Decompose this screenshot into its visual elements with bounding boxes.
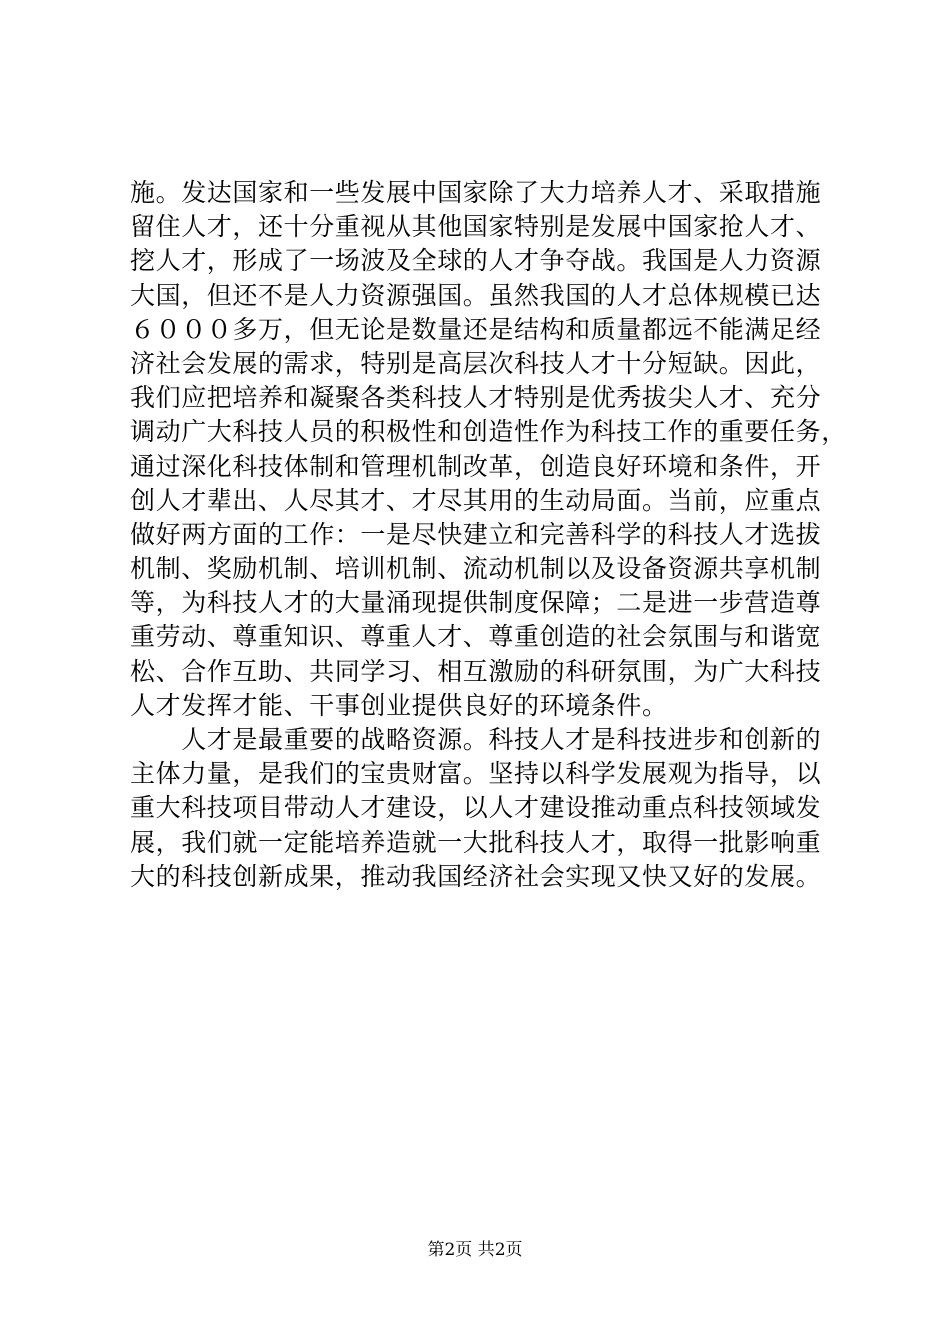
- body-text: [130, 176, 847, 894]
- text-line: 调动广大科技人员的积极性和创造性作为科技工作的重要任务，: [130, 417, 847, 447]
- text-line: 人才发挥才能、干事创业提供良好的环境条件。: [130, 690, 668, 720]
- text-line: 做好两方面的工作：一是尽快建立和完善科学的科技人才选拔: [130, 519, 822, 549]
- text-line: 挖人才，形成了一场波及全球的人才争夺战。我国是人力资源: [130, 246, 822, 276]
- text-line: 留住人才，还十分重视从其他国家特别是发展中国家抢人才、: [130, 212, 822, 242]
- page-footer: [0, 1238, 950, 1262]
- text-line: ６０００多万，但无论是数量还是结构和质量都远不能满足经: [130, 314, 822, 344]
- text-line: 大的科技创新成果，推动我国经济社会实现又快又好的发展。: [130, 861, 822, 891]
- text-line: 通过深化科技体制和管理机制改革，创造良好环境和条件，开: [130, 451, 822, 481]
- text-line: 重劳动、尊重知识、尊重人才、尊重创造的社会氛围与和谐宽: [130, 622, 822, 652]
- text-line: 重大科技项目带动人才建设，以人才建设推动重点科技领域发: [130, 793, 822, 823]
- text-line: 创人才辈出、人尽其才、才尽其用的生动局面。当前，应重点: [130, 485, 822, 515]
- text-line: 大国，但还不是人力资源强国。虽然我国的人才总体规模已达: [130, 280, 822, 310]
- text-line: 济社会发展的需求，特别是高层次科技人才十分短缺。因此，: [130, 348, 822, 378]
- text-line: 我们应把培养和凝聚各类科技人才特别是优秀拔尖人才、充分: [130, 383, 822, 413]
- page-number-label: 第2页 共2页: [427, 1240, 523, 1260]
- text-line: 主体力量，是我们的宝贵财富。坚持以科学发展观为指导，以: [130, 759, 822, 789]
- text-line: 等，为科技人才的大量涌现提供制度保障；二是进一步营造尊: [130, 588, 822, 618]
- text-line: 机制、奖励机制、培训机制、流动机制以及设备资源共享机制: [130, 554, 822, 584]
- text-line: 展，我们就一定能培养造就一大批科技人才，取得一批影响重: [130, 827, 822, 857]
- text-line: 人才是最重要的战略资源。科技人才是科技进步和创新的: [130, 725, 822, 754]
- text-line: 松、合作互助、共同学习、相互激励的科研氛围，为广大科技: [130, 656, 822, 686]
- text-line: 施。发达国家和一些发展中国家除了大力培养人才、采取措施: [130, 178, 822, 207]
